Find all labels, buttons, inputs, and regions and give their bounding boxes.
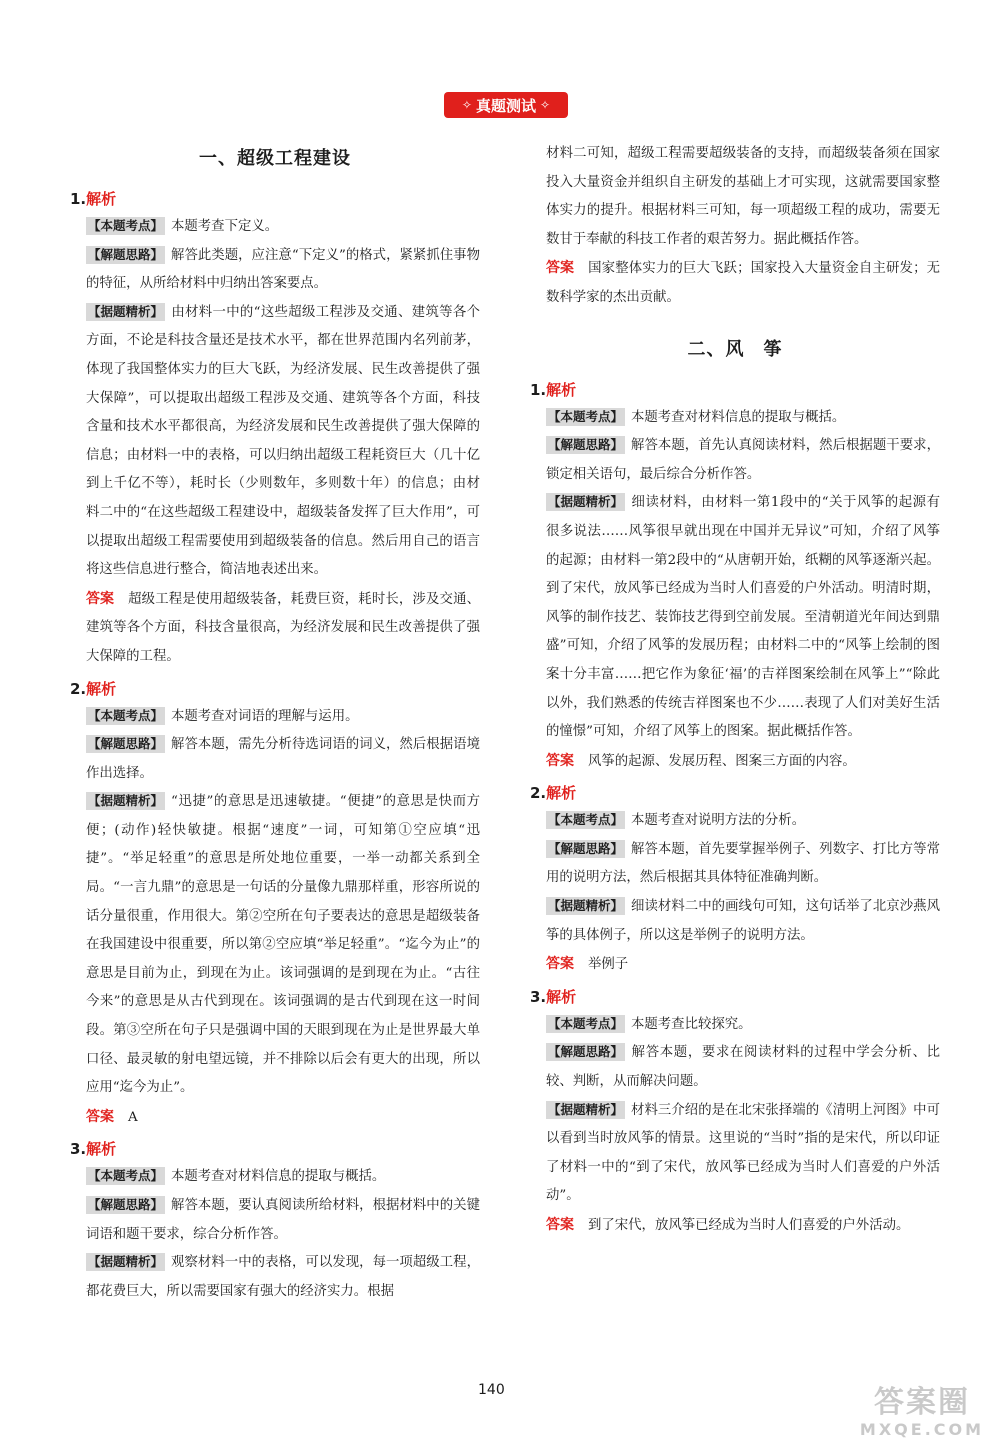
question-block <box>70 678 480 1133</box>
question-block <box>70 1138 480 1306</box>
answer: 答案 风筝的起源、发展历程、图案三方面的内容。 <box>546 752 856 769</box>
jingxi: 【据题精析】 细读材料，由材料一第1段中的“关于风筝的起源有很多说法……风筝很早就出现在中国并无异议”可知，介绍了风筝的起源；由材料一第2段中的“从唐朝开始，纸糊的风筝逐渐兴起。到了宋代，放风筝已经成为当时人们喜爱的户外活动。明清时期，风筝的制作技艺、装饰技艺得到空前发展。至清朝道光年间达到鼎盛”可知，介绍了风筝的发展历程；由材料二中的“风筝上绘制的图案十分丰富……把它作为象征‘福’的吉祥图案绘制在风筝上”“除此以外，我们熟悉的传统吉祥图案也不少……表现了人们对美好生活的憧憬”可知，介绍了风筝上的图案。据此概括作答。 <box>546 494 940 740</box>
right-column <box>530 140 940 1241</box>
jingxi: 【据题精析】 细读材料二中的画线句可知，这句话举了北京沙燕风筝的具体例子，所以这是举例子的说明方法。 <box>546 898 940 943</box>
jingxi: 【据题精析】 材料三介绍的是在北宋张择端的《清明上河图》中可以看到当时放风筝的情景。这里说的“当时”指的是宋代，所以印证了材料一中的“到了宋代，放风筝已经成为当时人们喜爱的户外活动”。 <box>546 1101 940 1204</box>
question-number: 1.解析 <box>530 380 577 399</box>
left-column <box>70 138 480 1306</box>
silu: 【解题思路】 解答本题，首先认真阅读材料，然后根据题干要求，锁定相关语句，最后综合分析作答。 <box>546 437 940 482</box>
silu: 【解题思路】 解答本题，要求在阅读材料的过程中学会分析、比较、判断，从而解决问题。 <box>546 1044 940 1090</box>
kaodian: 【本题考点】 本题考查下定义。 <box>88 218 279 234</box>
kaodian: 【本题考点】 本题考查比较探究。 <box>548 1015 752 1032</box>
silu: 【解题思路】 解答本题，要认真阅读所给材料，根据材料中的关键词语和题干要求，综合分析作答。 <box>86 1197 480 1242</box>
silu: 【解题思路】 解答本题，首先要掌握举例子、列数字、打比方等常用的说明方法，然后根据其具体特征准确判断。 <box>546 840 940 886</box>
answer: 答案 超级工程是使用超级装备，耗费巨资，耗时长，涉及交通、建筑等各个方面，科技含量很高，为经济发展和民生改善提供了强大保障的工程。 <box>86 590 480 664</box>
question-number: 3.解析 <box>70 1140 117 1159</box>
watermark-line1: 答案圈 <box>874 1385 970 1420</box>
page-number: 140 <box>478 1382 505 1398</box>
watermark-line2: MXQE.COM <box>859 1420 985 1439</box>
question-number: 1.解析 <box>70 190 117 208</box>
sparkle-icon: ✧ <box>461 98 472 112</box>
answer: 答案 举例子 <box>546 956 629 973</box>
jingxi: 【据题精析】 “迅捷”的意思是迅速敏捷。“便捷”的意思是快而方便；(动作)轻快敏捷。根据“速度”一词，可知第①空应填“迅捷”。“举足轻重”的意思是所处地位重要，一举一动都关系到全局。“一言九鼎”的意思是一句话的分量像九鼎那样重，形容所说的话分量很重，作用很大。第②空所在句子要表达的意思是超级装备在我国建设中很重要，所以第②空应填“举足轻重”。“迄今为止”的意思是目前为止，到现在为止。该词强调的是到现在为止。“古往今来”的意思是从古代到现在。该词强调的是古代到现在这一时间段。第③空所在句子只是强调中国的天眼到现在为止是世界最大单口径、最灵敏的射电望远镜，并不排除以后会有更大的出现，所以应用“迄今为止”。 <box>86 793 480 1096</box>
kaodian: 【本题考点】 本题考查对说明方法的分析。 <box>548 812 806 829</box>
answer: 答案 A <box>86 1108 138 1125</box>
jingxi: 【据题精析】 由材料一中的“这些超级工程涉及交通、建筑等各个方面，不论是科技含量还是技术水平，都在世界范围内名列前茅，体现了我国整体实力的巨大飞跃，为经济发展、民生改善提供了强大保障”，可以提取出超级工程涉及交通、建筑等各个方面，科技含量和技术水平都很高，为经济发展和民生改善提供了强大保障的信息；由材料一中的表格，可以归纳出超级工程耗资巨大（几十亿到上千亿不等），耗时长（少则数年，多则数十年）的信息；由材料二中的“在这些超级工程建设中，超级装备发挥了巨大作用”，可以提取出超级工程需要使用到超级装备的信息。然后用自己的语言将这些信息进行整合，简洁地表述出来。 <box>86 303 480 578</box>
silu: 【解题思路】 解答此类题，应注意“下定义”的格式，紧紧抓住事物的特征，从所给材料中归纳出答案要点。 <box>86 246 480 292</box>
question-block <box>70 188 480 672</box>
watermark-logo <box>856 1386 988 1444</box>
continuation-text: 材料二可知，超级工程需要超级装备的支持，而超级装备须在国家投入大量资金并组织自主研发的基础上才可实现，这就需要国家整体实力的提升。根据材料三可知，每一项超级工程的成功，需要无数甘于奉献的科技工作者的艰苦努力。据此概括作答。 <box>546 146 940 247</box>
kaodian: 【本题考点】 本题考查对材料信息的提取与概括。 <box>548 408 846 425</box>
kaodian: 【本题考点】 本题考查对材料信息的提取与概括。 <box>88 1168 386 1185</box>
question-block <box>530 379 940 777</box>
sparkle-icon: ✧ <box>540 98 551 112</box>
banner-label: 真题测试 <box>475 96 536 115</box>
question-number: 2.解析 <box>530 784 577 803</box>
silu: 【解题思路】 解答本题，需先分析待选词语的词义，然后根据语境作出选择。 <box>86 736 480 781</box>
section-title: 二、风 筝 <box>687 338 783 360</box>
answer: 答案 到了宋代，放风筝已经成为当时人们喜爱的户外活动。 <box>546 1217 910 1233</box>
answer: 答案 国家整体实力的巨大飞跃；国家投入大量资金自主研发；无数科学家的杰出贡献。 <box>546 260 940 305</box>
section-banner <box>444 92 568 118</box>
kaodian: 【本题考点】 本题考查对词语的理解与运用。 <box>88 707 359 724</box>
question-number: 2.解析 <box>70 679 117 698</box>
jingxi: 【据题精析】 观察材料一中的表格，可以发现，每一项超级工程，都花费巨大，所以需要国家有强大的经济实力。根据 <box>86 1254 480 1299</box>
question-number: 3.解析 <box>530 987 577 1006</box>
question-block <box>530 986 940 1241</box>
question-block <box>530 782 940 980</box>
section-title: 一、超级工程建设 <box>199 148 351 169</box>
